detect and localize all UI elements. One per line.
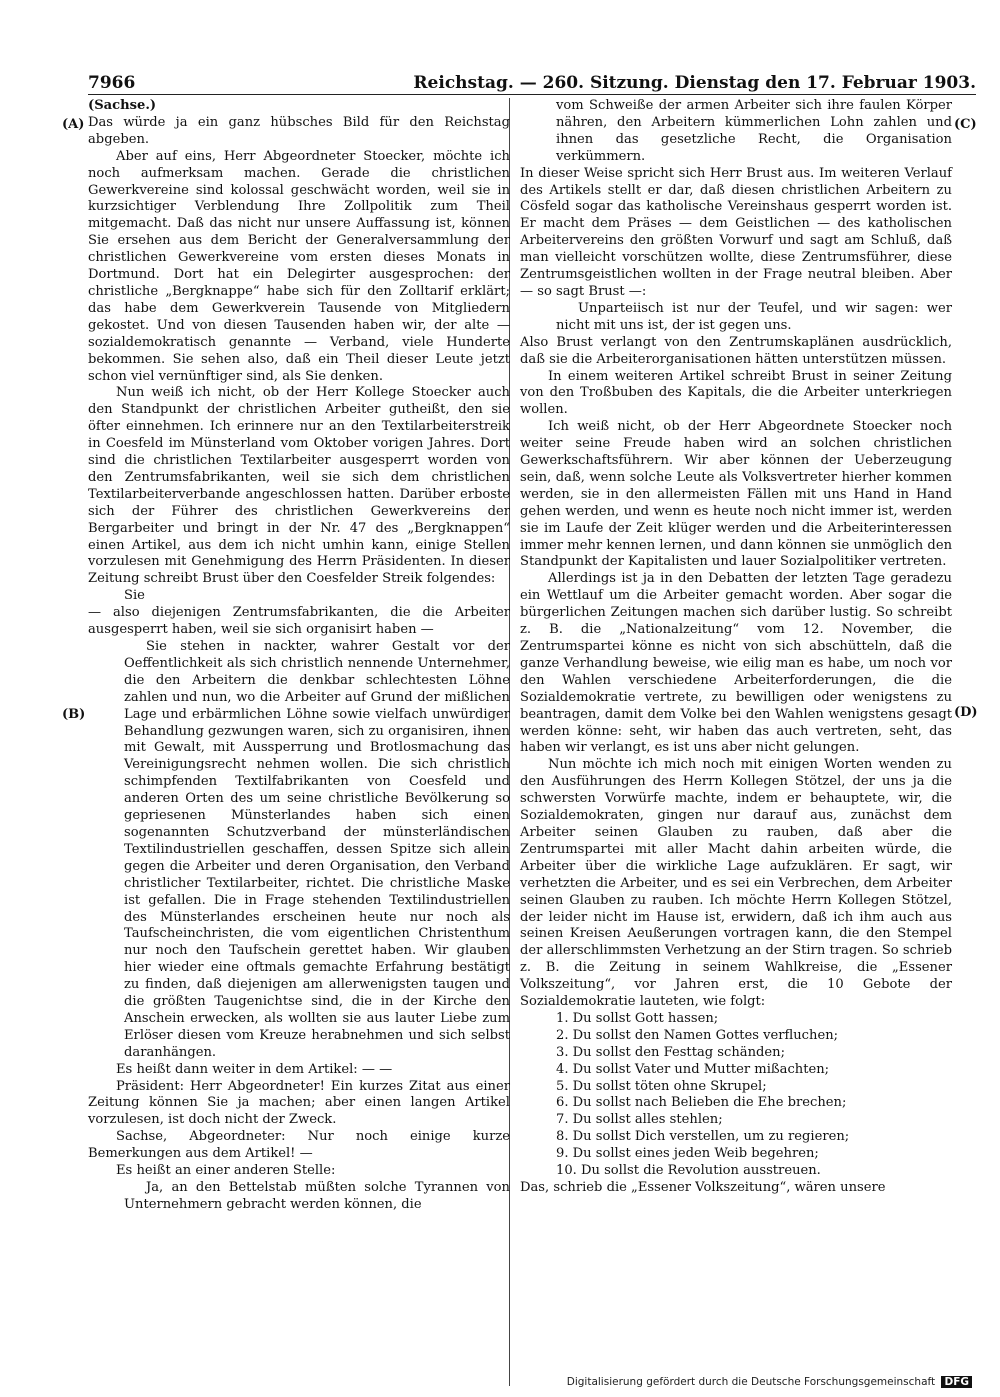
president-remark: Präsident: Herr Abgeordneter! Ein kurzes Zitat aus einer Zeitung können Sie ja machen; aber einen langen Artikel vorzulesen, ist doch nicht der Zweck. [88, 1078, 510, 1128]
dfg-logo: DFG [941, 1376, 972, 1388]
list-item: 9. Du sollst eines jeden Weib begehren; [556, 1146, 819, 1162]
page-number: 7966 [88, 73, 136, 93]
header-rule [88, 94, 976, 95]
credit-text: Digitalisierung gefördert durch die Deutsche Forschungsgemeinschaft [566, 1376, 936, 1388]
list-item: 8. Du sollst Dich verstellen, um zu regieren; [556, 1129, 850, 1145]
margin-mark-b: (B) [62, 707, 86, 722]
margin-mark-c: (C) [954, 117, 977, 132]
paragraph: Es heißt an einer anderen Stelle: [116, 1163, 336, 1179]
paragraph: Nun möchte ich mich noch mit einigen Worten wenden zu den Ausführungen des Herrn Kollegen Stötzel, der uns ja die schwersten Vorwürfe machte, indem er behauptete, wir, die Sozialdemokraten, gingen nur darauf aus, zunächst dem Arbeiter seinen Glauben zu rauben, daß aber die Zentrumspartei mit aller Macht dahin arbeiten würde, die Arbeiter über die wirkliche Lage aufzuklären. Er sagt, wir verhetzten die Arbeiter, und es sei ein Verbrechen, dem Arbeiter seinen Glauben zu rauben. Ich möchte Herrn Kollegen Stötzel, der leider nicht im Hause ist, erwidern, daß ich ihm auch aus seinen Kreisen Aeußerungen vortragen kann, die den Stempel der allerschlimmsten Verhetzung an der Stirn tragen. So schrieb z. B. die Zeitung in seinem Wahlkreise, die „Essener Volkszeitung“, vor Jahren erst, die 10 Gebote der Sozialdemokratie lauteten, wie folgt: [520, 757, 952, 1010]
paragraph: In dieser Weise spricht sich Herr Brust aus. Im weiteren Verlauf des Artikels stellt er dar, daß diesen christlichen Arbeitern zu Cösfeld sogar das katholische Vereinshaus gesperrt worden ist. Er macht dem Präses — dem Geistlichen — des katholischen Arbeitervereins den größten Vorwurf und sagt am Schluß, daß man vielleicht vorschützen wollte, diese Zentrumsführer, diese Zentrumsgeistlichen wollten in der Frage neutral bleiben. Aber — so sagt Brust —: [520, 165, 952, 299]
paragraph: Es heißt dann weiter in dem Artikel: — — [116, 1061, 393, 1077]
list-item: 5. Du sollst töten ohne Skrupel; [556, 1078, 767, 1094]
list-item: 10. Du sollst die Revolution ausstreuen. [556, 1163, 821, 1179]
list-item: 2. Du sollst den Namen Gottes verfluchen; [556, 1027, 839, 1043]
list-item: 7. Du sollst alles stehlen; [556, 1112, 723, 1128]
right-column [520, 98, 952, 1197]
list-item: 6. Du sollst nach Belieben die Ehe brechen; [556, 1095, 847, 1111]
quote-block: Sie stehen in nackter, wahrer Gestalt vor der Oeffentlichkeit als sich christlich nennende Unternehmer, die den Arbeitern die denkbar schlechtesten Löhne zahlen und nun, wo die Arbeiter auf Grund der mißlichen Lage und erbärmlichen Löhne sowie vielfach unwürdiger Behandlung gezwungen waren, sich zu organisiren, ihnen mit Gewalt, mit Aussperrung und Brotlosmachung das Vereinigungsrecht nehmen wollen. Die sich christlich schimpfenden Textilfabrikanten von Coesfeld und anderen Orten des um seine christliche Bevölkerung so gepriesenen Münsterlandes haben sich einen sogenannten Schutzverband der münsterländischen Textilindustriellen geschaffen, dessen Spitze sich allein gegen die Arbeiter und deren Organisation, den Verband christlicher Textilarbeiter, richtet. Die christliche Maske ist gefallen. Die in Frage stehenden Textilindustriellen des Münsterlandes erscheinen heute nur noch als Taufscheinchristen, die vom eigentlichen Christenthum nur noch den Taufschein gerettet haben. Wir glauben hier wieder eine oftmals gemachte Erfahrung bestätigt zu finden, daß diejenigen am allerwenigsten taugen und die größten Taugenichtse sind, die in der Kirche den Anschein erwecken, als wollten sie aus lauter Liebe zum Erlöser diesen vom Kreuze herabnehmen und sich selbst daranhängen. [124, 639, 510, 1060]
speaker-remark: Sachse, Abgeordneter: Nur noch einige kurze Bemerkungen aus dem Artikel! — [88, 1129, 510, 1162]
list-item: 4. Du sollst Vater und Mutter mißachten; [556, 1061, 830, 1077]
running-title: Reichstag. — 260. Sitzung. Dienstag den 17. Februar 1903. [413, 73, 976, 93]
footer-credit [567, 1376, 972, 1388]
quote-block: Ja, an den Bettelstab müßten solche Tyrannen von Unternehmern gebracht werden können, die [124, 1180, 510, 1212]
paragraph: Ich weiß nicht, ob der Herr Abgeordnete Stoecker noch weiter seine Freude haben wird an solchen christlichen Gewerkschaftsführern. Wir aber können der Ueberzeugung sein, daß, wenn solche Leute als Volksvertreter hierher kommen werden, sie in den allermeisten Fällen mit uns Hand in Hand gehen werden, und wenn es heute noch nicht immer ist, werden sie im Laufe der Zeit klüger werden und die Arbeiterinteressen immer mehr kennen lernen, und dann können sie unmöglich den Standpunkt der Kapitalisten und lauer Sozialpolitiker vertreten. [520, 419, 952, 570]
paragraph: In einem weiteren Artikel schreibt Brust in seiner Zeitung von den Troßbuben des Kapitals, die die Arbeiter unterkriegen wollen. [520, 368, 952, 418]
speaker-label: (Sachse.) [88, 98, 157, 113]
list-item: 1. Du sollst Gott hassen; [556, 1010, 719, 1026]
page-header [88, 69, 976, 95]
quote-block: vom Schweiße der armen Arbeiter sich ihre faulen Körper nähren, den Arbeitern kümmerlichen Lohn zahlen und ihnen das gesetzliche Recht, die Organisation verkümmern. [556, 98, 952, 164]
paragraph: Also Brust verlangt von den Zentrumskaplänen ausdrücklich, daß sie die Arbeiterorganisationen hätten unterstützen müssen. [520, 334, 952, 367]
paragraph: — also diejenigen Zentrumsfabrikanten, die die Arbeiter ausgesperrt haben, weil sie sich organisirt haben — [88, 605, 510, 638]
list-item: 3. Du sollst den Festtag schänden; [556, 1044, 786, 1060]
paragraph: Das würde ja ein ganz hübsches Bild für den Reichstag abgeben. [88, 114, 510, 147]
margin-mark-d: (D) [954, 705, 978, 720]
paragraph: Nun weiß ich nicht, ob der Herr Kollege Stoecker auch den Standpunkt der christlichen Arbeiter gutheißt, den sie öfter einnehmen. Ich erinnere nur an den Textilarbeiterstreik in Coesfeld im Münsterland vom Oktober vorigen Jahres. Dort sind die christlichen Textilarbeiter ausgesperrt worden von den Zentrumsfabrikanten, weil sie sich dem christlichen Textilarbeiterverbande angeschlossen hatten. Darüber erboste sich der Führer des christlichen Gewerkvereins der Bergarbeiter und bringt in der Nr. 47 des „Bergknappen“ einen Artikel, aus dem ich nicht umhin kann, einige Stellen vorzulesen mit Genehmigung des Herrn Präsidenten. In dieser Zeitung schreibt Brust über den Coesfelder Streik folgendes: [88, 385, 510, 587]
paragraph: Aber auf eins, Herr Abgeordneter Stoecker, möchte ich noch aufmerksam machen. Gerade die christlichen Gewerkvereine sind kolossal geschwächt worden, weil sie in kurzsichtiger Verblendung Ihre Zollpolitik zum Theil mitgemacht. Daß das nicht nur unsere Auffassung ist, können Sie ersehen aus dem Bericht der Generalversammlung der christlichen Gewerkvereine vom ersten dieses Monats in Dortmund. Dort hat ein Delegirter ausgesprochen: der christliche „Bergknappe“ habe sich für den Zolltarif erklärt; das habe dem Gewerkverein Tausende von Mitgliedern gekostet. Und von diesen Tausenden haben wir, der alte — sozialdemokratisch genannte — Verband, viele Hunderte bekommen. Sie sehen also, daß ein Theil dieser Leute jetzt schon viel vernünftiger sind, als Sie denken. [88, 148, 510, 384]
quote-line: Sie [124, 588, 145, 604]
paragraph: Allerdings ist ja in den Debatten der letzten Tage geradezu ein Wettlauf um die Arbeiter gemacht worden. Aber sogar die bürgerlichen Zeitungen machen sich darüber lustig. So schreibt z. B. die „Nationalzeitung“ vom 12. November, die Zentrumspartei könne es nicht von sich abschütteln, daß die ganze Verhandlung beweise, wie eilig man es habe, um noch vor den Wahlen verschiedene Arbeiterforderungen, die die Sozialdemokratie vertrete, zu bewilligen oder wenigstens zu beantragen, damit dem Volke bei den Wahlen wenigstens gesagt werden könne: seht, wir haben das auch vertreten, seht, das haben wir verlangt, es ist uns aber nicht gelungen. [520, 571, 952, 756]
paragraph: Das, schrieb die „Essener Volkszeitung“, wären unsere [520, 1180, 886, 1195]
quote-block: Unparteiisch ist nur der Teufel, und wir sagen: wer nicht mit uns ist, der ist gegen uns. [556, 300, 952, 333]
left-column [88, 98, 510, 1214]
margin-mark-a: (A) [62, 117, 85, 132]
